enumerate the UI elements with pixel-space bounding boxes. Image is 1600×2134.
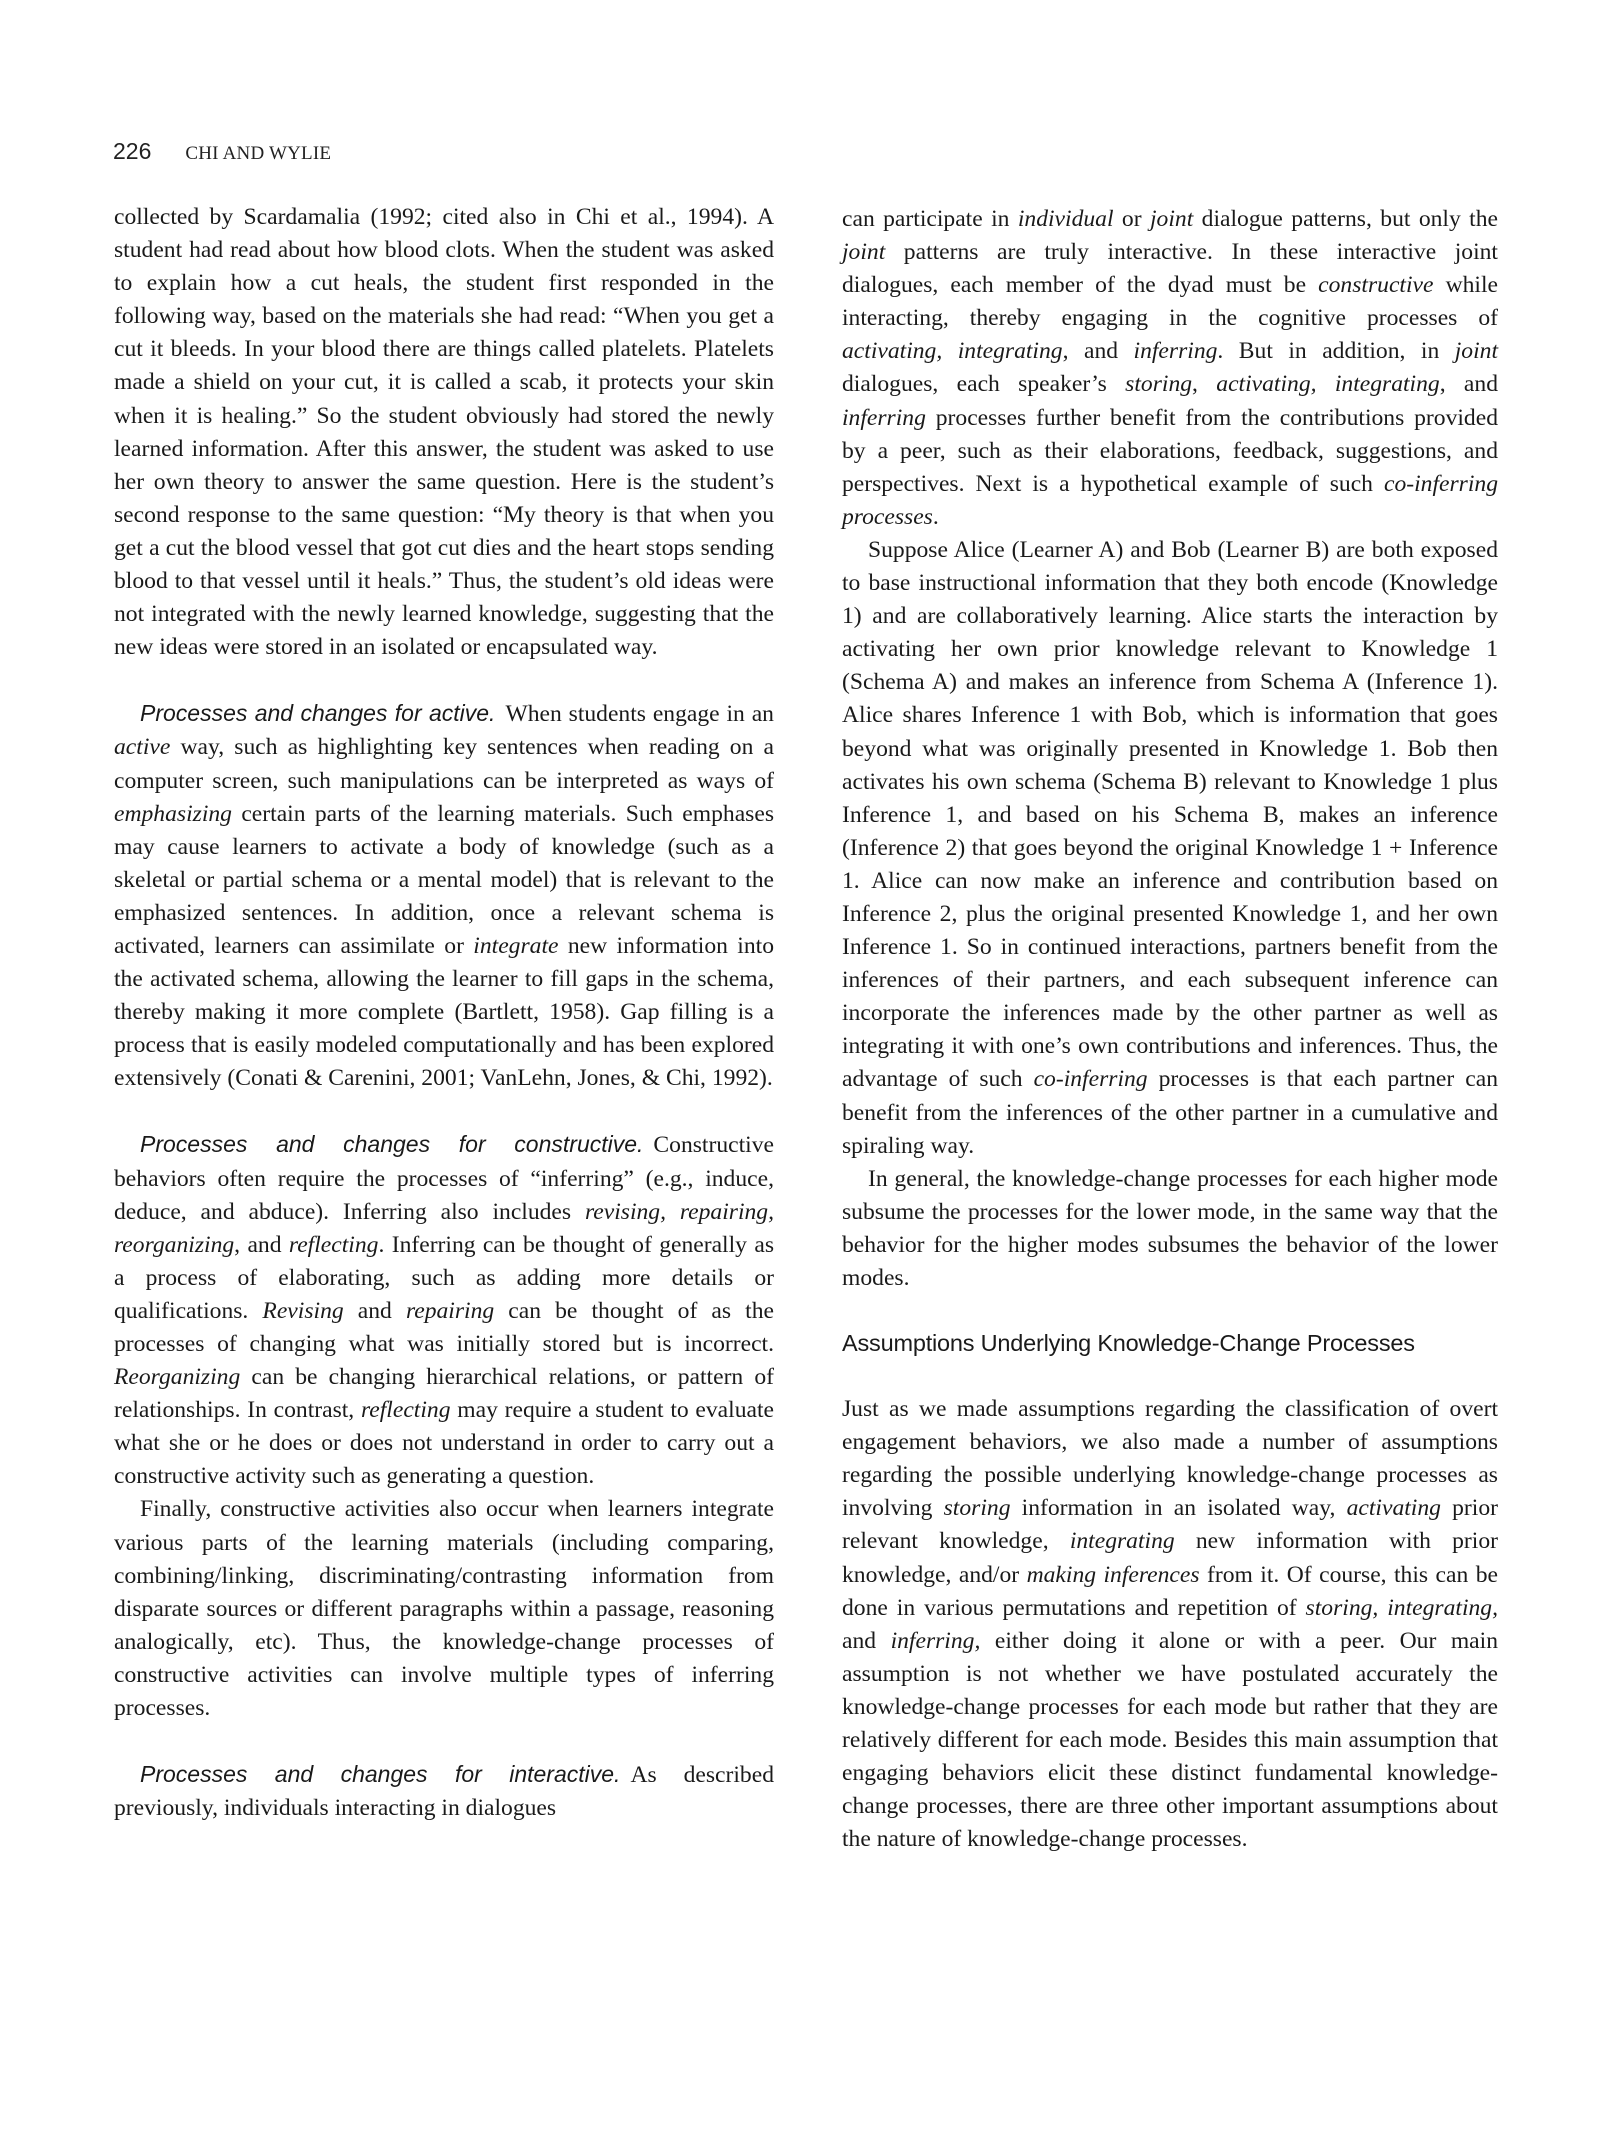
right-column [842,203,1498,1856]
paragraph-joint-dialogues: can participate in individual or joint dialogue patterns, but only the joint patterns are truly interactive. In these interactive joint dialogues, each member of the dyad must be constructive while interacting, thereby engaging in the cognitive processes of activating, integrating, and inferring. But in addition, in joint dialogues, each speaker’s storing, activating, integrating, and inferring processes further benefit from the contributions provided by a peer, such as their elaborations, feedback, suggestions, and perspectives. Next is a hypothetical example of such co-inferring processes. [842,206,1498,530]
run-in-heading-constructive: Processes and changes for constructive. [140,1131,644,1158]
paragraph-modes-subsume: In general, the knowledge-change processes for each higher mode subsume the processes for the lower mode, in the same way that the behavior for the higher modes subsumes the behavior of the lower modes. [842,1165,1498,1291]
paragraph-blood-clot-example: collected by Scardamalia (1992; cited also in Chi et al., 1994). A student had read about how blood clots. When the student was asked to explain how a cut heals, the student first responded in the following way, based on the materials she had read: “When you get a cut it bleeds. In your blood there are things called platelets. Platelets made a shield on your cut, it is called a scab, it protects your skin when it is healing.” So the student obviously had stored the newly learned information. After this answer, the student was asked to use her own theory to answer the same question. Here is the student’s second response to the same question: “My theory is that when you get a cut the blood vessel that got cut dies and the heart stops sending blood to that vessel until it heals.” Thus, the student’s old ideas were not integrated with the newly learned knowledge, suggesting that the new ideas were stored in an isolated or encapsulated way. [114,204,774,661]
paragraph-finally: Finally, constructive activities also occur when learners integrate various parts of the learning materials (including comparing, combining/linking, discriminating/contrasting information from disparate sources or different paragraphs within a passage, reasoning analogically, etc). Thus, the knowledge-change processes of constructive activities can involve multiple types of inferring processes. [114,1496,774,1722]
run-in-heading-active: Processes and changes for active. [140,700,496,727]
run-in-heading-interactive: Processes and changes for interactive. [140,1761,621,1788]
paragraph-constructive: Processes and changes for constructive. Constructive behaviors often require the processes of “inferring” (e.g., induce, deduce, and abduce). Inferring also includes revising, repairing, reorganizing, and reflecting. Inferring can be thought of generally as a process of elaborating, such as adding more details or qualifications. Revising and repairing can be thought of as the processes of changing what was initially stored but is incorrect. Reorganizing can be changing hierarchical relations, or pattern of relationships. In contrast, reflecting may require a student to evaluate what she or he does or does not understand in order to carry out a constructive activity such as generating a question. [114,1131,775,1490]
page-number: 226 [113,138,152,164]
paragraph-alice-bob-example: Suppose Alice (Learner A) and Bob (Learner B) are both exposed to base instructional information that they both encode (Knowledge 1) and are collaboratively learning. Alice starts the interaction by activating her own prior knowledge relevant to Knowledge 1 (Schema A) and makes an inference from Schema A (Inference 1). Alice shares Inference 1 with Bob, which is information that goes beyond what was originally presented in Knowledge 1. Bob then activates his own schema (Schema B) relevant to Knowledge 1 plus Inference 1, and based on his Schema B, makes an inference (Inference 2) that goes beyond the original Knowledge 1 + Inference 1. Alice can now make an inference and contribution based on Inference 2, plus the original presented Knowledge 1, and her own Inference 1. So in continued interactions, partners benefit from the inferences of their partners, and each subsequent inference can incorporate the inferences made by the other partner as well as integrating it with one’s own contributions and inferences. Thus, the advantage of such co-inferring processes is that each partner can benefit from the inferences of the other partner in a cumulative and spiraling way. [842,536,1498,1159]
running-title: CHI AND WYLIE [185,143,332,164]
paragraph-interactive: Processes and changes for interactive. As described previously, individuals interacting in dialogues [114,1761,774,1822]
paragraph-assumptions: Just as we made assumptions regarding the classification of overt engagement behaviors, we also made a number of assumptions regarding the possible underlying knowledge-change processes as involving storing information in an isolated way, activating prior relevant knowledge, integrating new information with prior knowledge, and/or making inferences from it. Of course, this can be done in various permutations and repetition of storing, integrating, and inferring, either doing it alone or with a peer. Our main assumption is not whether we have postulated accurately the knowledge-change processes for each mode but rather that they are relatively different for each mode. Besides this main assumption that engaging behaviors elicit these distinct fundamental knowledge-change processes, there are three other important assumptions about the nature of knowledge-change processes. [842,1396,1499,1853]
left-column [114,201,774,1825]
paragraph-active: Processes and changes for active. When students engage in an active way, such as highlighting key sentences when reading on a computer screen, such manipulations can be interpreted as ways of emphasizing certain parts of the learning materials. Such emphases may cause learners to activate a body of knowledge (such as a skeletal or partial schema or a mental model) that is relevant to the emphasized sentences. In addition, once a relevant schema is activated, learners can assimilate or integrate new information into the activated schema, allowing the learner to fill gaps in the schema, thereby making it more complete (Bartlett, 1958). Gap filling is a process that is easily modeled computationally and has been explored extensively (Conati & Carenini, 2001; VanLehn, Jones, & Chi, 1992). [114,700,774,1092]
section-heading: Assumptions Underlying Knowledge-Change Processes [842,1330,1415,1357]
running-head [113,138,331,168]
